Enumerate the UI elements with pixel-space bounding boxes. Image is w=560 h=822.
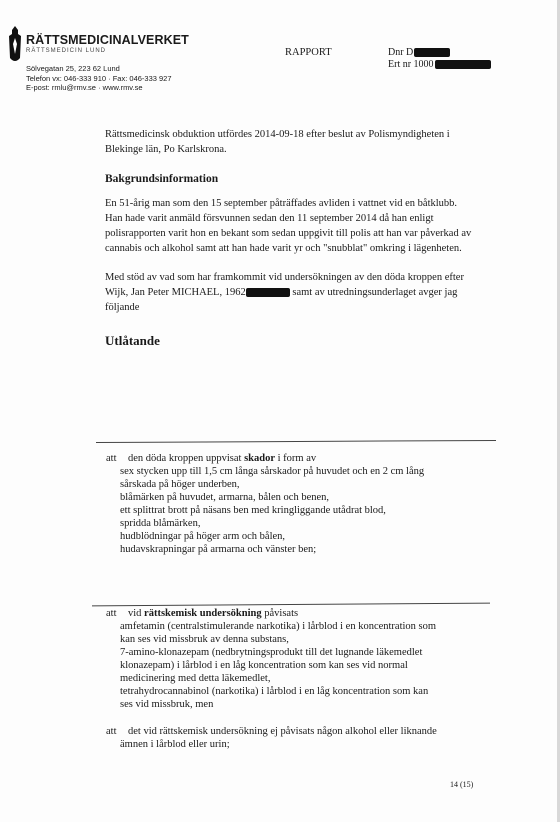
scanned-page: RÄTTSMEDICINALVERKET RÄTTSMEDICIN LUND Sölvegatan 25, 223 62 Lund Telefon vx: 046-333 910 · Fax: 046-333 927 E-post: rmlu@rmv.se · www.rmv.se RAPPORT Dnr D Ert nr 1000 Rättsmedicinsk obduktion utfördes 2014-09-18 efter beslut av Polismyndigheten i Blekinge län, Po Karlskrona. Bakgrundsinformation En 51-årig man som den 15 september påträffades avliden i vattnet vid en båtklubb. Han hade varit anmäld försvunnen sedan den 11 september 2014 då han enligt polisrapporten varit hon en bekant som sedan uppgivit till polis att han var påverkad av cannabis och alkohol samt att han hade varit yr och "snubblat" omkring i lägenheten. Med stöd av vad som har framkommit vid undersökningen av den döda kroppen efter Wijk, Jan Peter MICHAEL, 1962 samt av utredningsunderlaget avger jag följande Utlåtande att den döda kroppen uppvisat skador i form av sex stycken upp till 1,5 cm långa sårskador på huvudet och en 2 cm lång sårskada på höger underben, blåmärken på huvudet, armarna, bålen och benen, ett splittrat brott på näsans ben med kringliggande utådrat blod, spridda blåmärken, hudblödningar på höger arm och bålen, hudavskrapningar på armarna och vänster ben; att vid rättskemisk undersökning påvisats amfetamin (centralstimulerande narkotika) i lårblod i en koncentration som kan ses vid missbruk av denna substans, 7-amino-klonazepam (nedbrytningsprodukt till det lugnande läkemedlet klonazepam) i lårblod i en låg koncentration som kan ses vid normal medicinering med detta läkemedlet, tetrahydrocannabinol (narkotika) i lårblod i en låg koncentration som kan ses vid missbruk, men att det vid rättskemisk undersökning ej påvisats någon alkohol eller liknande ämnen i lårblod eller urin; 14 (15): [0, 0, 560, 822]
list-item: tetrahydrocannabinol (narkotika) i lårblod i en låg koncentration som kan: [120, 686, 429, 697]
att-label: att: [106, 608, 117, 619]
phone-line: Telefon vx: 046-333 910 · Fax: 046-333 927: [26, 73, 172, 83]
ert-label: Ert nr 1000: [388, 59, 434, 70]
list-item: ämnen i lårblod eller urin;: [120, 739, 230, 750]
redaction: [246, 288, 290, 297]
background-section: [105, 172, 477, 315]
list-item: ses vid missbruk, men: [120, 699, 214, 710]
email-line: E-post: rmlu@rmv.se · www.rmv.se: [26, 83, 143, 92]
att-label: att: [106, 726, 117, 737]
finding-3-items: [120, 738, 480, 751]
background-text: En 51-årig man som den 15 september påträffades avliden i vattnet vid en båtklubb. Han hade varit anmäld försvunnen sedan den 11 september 2014 då han enligt polisrapporten varit hon en bekant som sedan uppgivit till polis att han var påverkad av cannabis och alkohol samt att han hade varit yr och "snubblat" omkring i lägenheten.: [105, 198, 472, 254]
unit-name: RÄTTSMEDICIN LUND: [26, 48, 107, 54]
list-item: hudblödningar på höger arm och bålen,: [120, 531, 286, 542]
att-label: att: [106, 453, 117, 464]
section-heading: Bakgrundsinformation: [105, 173, 219, 185]
statement-heading-wrap: [105, 333, 477, 348]
reference-numbers: [388, 47, 491, 71]
organization-name: RÄTTSMEDICINALVERKET: [26, 33, 189, 47]
list-item: ett splittrat brott på näsans ben med kringliggande utådrat blod,: [120, 505, 386, 516]
statement-heading: Utlåtande: [105, 333, 160, 348]
address-line: Sölvegatan 25, 223 62 Lund: [26, 64, 120, 73]
dnr-label: Dnr D: [388, 47, 414, 58]
list-item: blåmärken på huvudet, armarna, bålen och benen,: [120, 492, 330, 503]
finding-2-items: [120, 620, 480, 711]
support-text: Med stöd av vad som har framkommit vid undersökningen av den döda kroppen efter Wijk, Jan Peter MICHAEL, 1962 samt av utredningsunderlaget avger jag följande: [105, 272, 464, 313]
list-item: amfetamin (centralstimulerande narkotika) i lårblod i en koncentration som: [120, 621, 437, 632]
list-item: sårskada på höger underben,: [120, 479, 240, 490]
divider-line: [92, 603, 490, 607]
finding-3-line-1: det vid rättskemisk undersökning ej påvisats någon alkohol eller liknande: [128, 726, 437, 737]
page-number: 14 (15): [450, 780, 474, 789]
list-item: sex stycken upp till 1,5 cm långa sårskador på huvudet och en 2 cm lång: [120, 466, 425, 477]
divider-line: [96, 440, 496, 443]
list-item: kan ses vid missbruk av denna substans,: [120, 634, 289, 645]
list-item: 7-amino-klonazepam (nedbrytningsprodukt till det lugnande läkemedlet: [120, 647, 423, 658]
finding-1-items: [120, 465, 480, 556]
list-item: klonazepam) i lårblod i en låg koncentration som kan ses vid normal: [120, 660, 408, 671]
list-item: hudavskrapningar på armarna och vänster ben;: [120, 544, 317, 555]
redaction: [435, 60, 491, 69]
list-item: medicinering med detta läkemedlet,: [120, 673, 271, 684]
list-item: spridda blåmärken,: [120, 518, 201, 529]
redaction: [414, 48, 450, 57]
address-block: [26, 64, 172, 93]
document-type: RAPPORT: [285, 47, 332, 58]
crest-logo-icon: [6, 24, 24, 64]
intro-paragraph: Rättsmedicinsk obduktion utfördes 2014-09-18 efter beslut av Polismyndigheten i Blekinge län, Po Karlskrona.: [105, 129, 450, 155]
